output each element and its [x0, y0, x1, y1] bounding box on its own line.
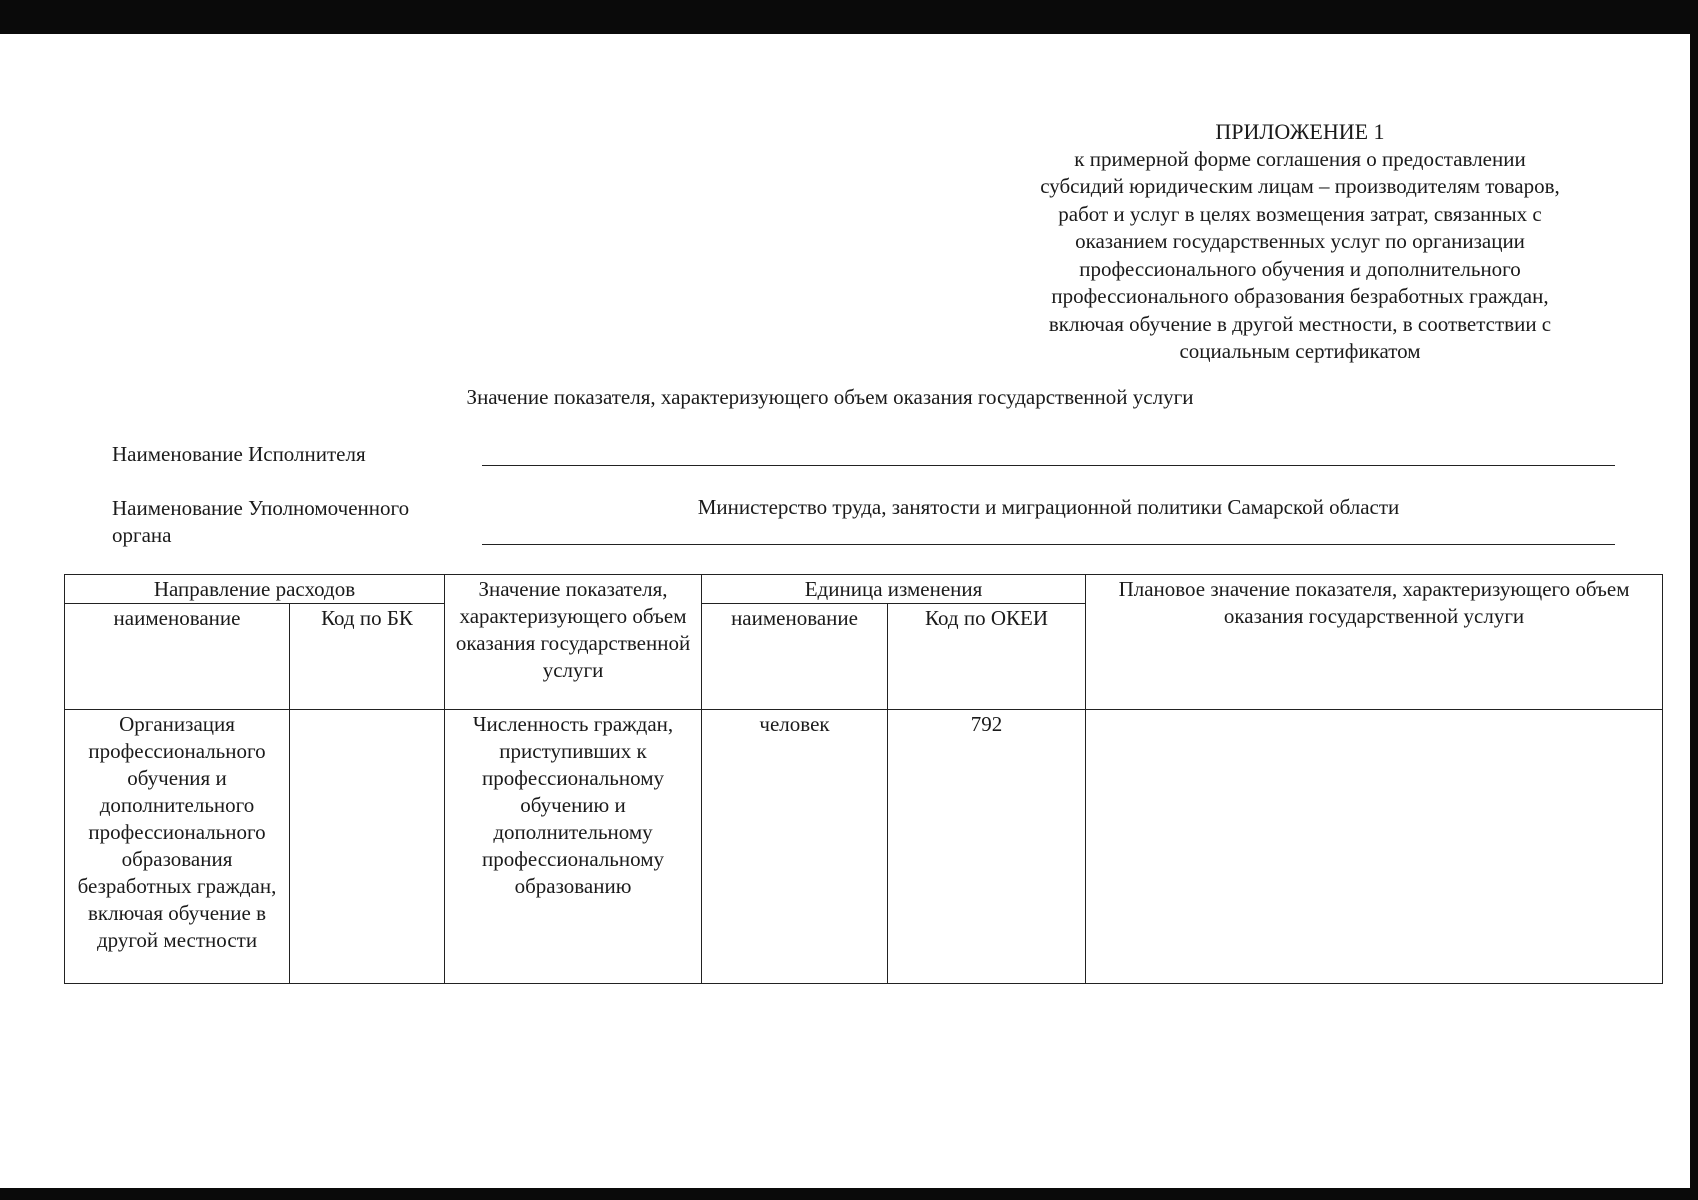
- document-title: Значение показателя, характеризующего объем оказания государственной услуги: [466, 385, 1194, 409]
- header-bk-code: Код по БК: [290, 604, 445, 710]
- appendix-line: профессионального обучения и дополнительного: [1079, 256, 1521, 281]
- header-expense-direction: Направление расходов: [65, 575, 445, 604]
- header-okei-code: Код по ОКЕИ: [888, 604, 1086, 710]
- appendix-header: [980, 118, 1620, 366]
- header-planned-value: Плановое значение показателя, характеризующего объем оказания государственной услуги: [1086, 575, 1663, 710]
- appendix-title: ПРИЛОЖЕНИЕ 1: [1215, 119, 1385, 144]
- appendix-line: профессионального образования безработных граждан,: [1051, 284, 1549, 308]
- header-unit-name: наименование: [702, 604, 888, 710]
- cell-unit-name: человек: [702, 710, 888, 984]
- cell-name: Организация профессионального обучения и дополнительного профессионального образования безработных граждан, включая обучение в другой местности: [65, 710, 290, 984]
- indicator-table: [64, 574, 1663, 984]
- executor-label: Наименование Исполнителя: [112, 442, 366, 466]
- scan-border-top: [0, 0, 1698, 34]
- appendix-line: работ и услуг в целях возмещения затрат, связанных с: [1058, 201, 1542, 226]
- appendix-line: социальным сертификатом: [1179, 339, 1421, 363]
- scan-border-right: [1690, 0, 1698, 1200]
- table-row: [65, 710, 1663, 984]
- authority-label: Наименование Уполномоченного органа: [112, 496, 410, 547]
- appendix-line: оказанием государственных услуг по организации: [1075, 229, 1525, 253]
- cell-okei-code: 792: [888, 710, 1086, 984]
- appendix-line: субсидий юридическим лицам – производителям товаров,: [1040, 174, 1560, 198]
- cell-indicator: Численность граждан, приступивших к профессиональному обучению и дополнительному профессиональному образованию: [445, 710, 702, 984]
- cell-planned-value: [1086, 710, 1663, 984]
- header-name: наименование: [65, 604, 290, 710]
- appendix-line: к примерной форме соглашения о предоставлении: [1074, 146, 1526, 171]
- executor-underline: [482, 465, 1615, 466]
- authority-value: Министерство труда, занятости и миграционной политики Самарской области: [697, 495, 1400, 519]
- scan-border-bottom: [0, 1188, 1698, 1200]
- appendix-line: включая обучение в другой местности, в соответствии с: [1048, 311, 1552, 336]
- header-row: [65, 575, 1663, 604]
- cell-bk-code: [290, 710, 445, 984]
- header-unit: Единица изменения: [702, 575, 1086, 604]
- authority-underline: [482, 544, 1615, 545]
- header-indicator-value: Значение показателя, характеризующего объем оказания государственной услуги: [445, 575, 702, 710]
